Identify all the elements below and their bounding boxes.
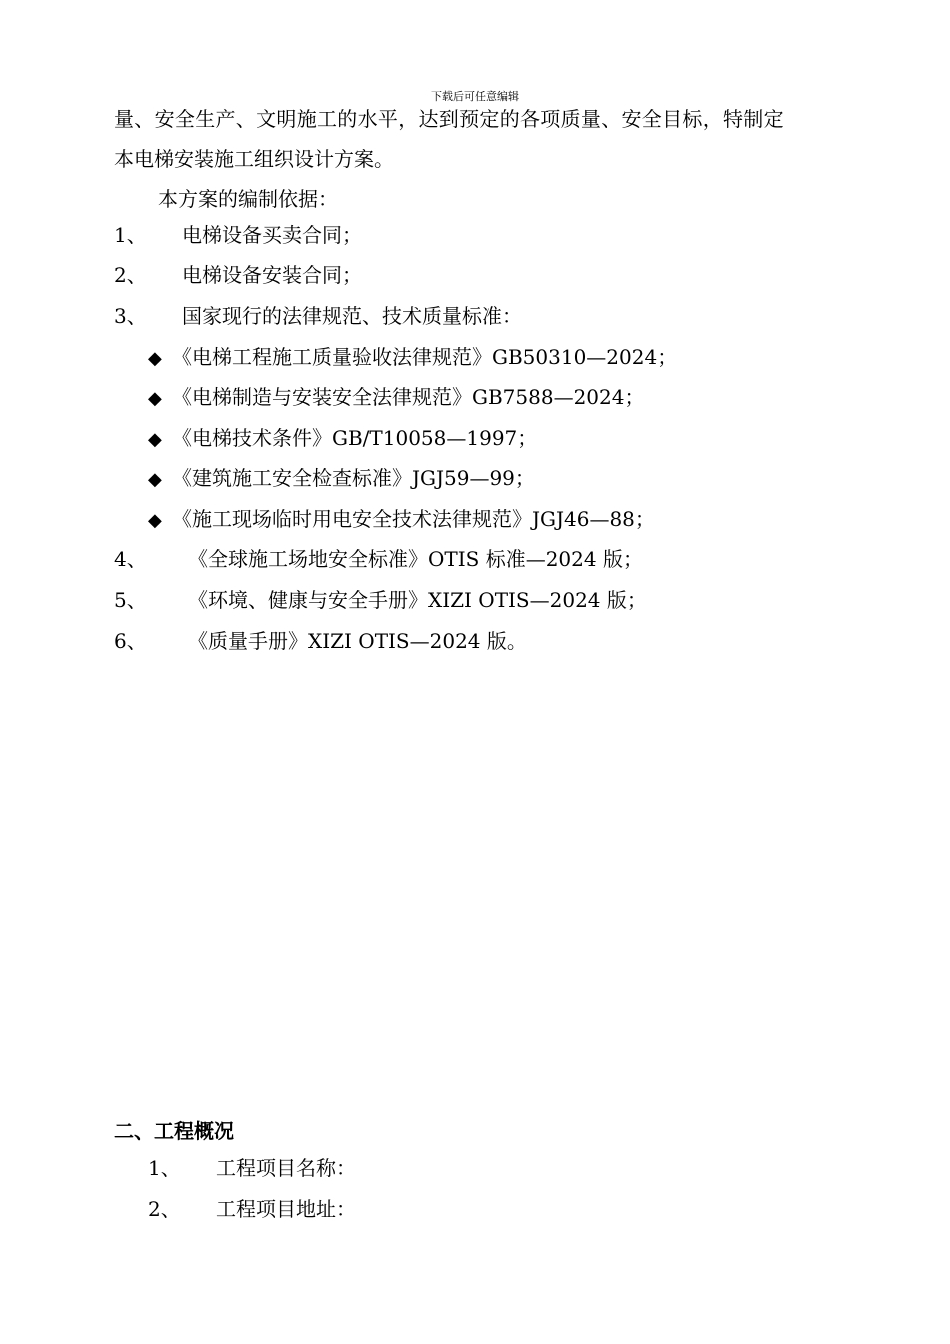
standard-item [148, 425, 537, 453]
basis-item-number: 6、 [114, 629, 147, 653]
overview-item-text: 工程项目地址： [216, 1197, 356, 1221]
overview-item-number: 1、 [148, 1156, 181, 1180]
basis-item [114, 587, 647, 613]
overview-item [148, 1155, 356, 1181]
basis-item [114, 262, 362, 288]
basis-item-text: 《全球施工场地安全标准》OTIS 标准—2024 版； [188, 547, 643, 571]
overview-item [148, 1196, 356, 1222]
standard-text: 《电梯制造与安装安全法律规范》GB7588—2024； [172, 385, 645, 409]
basis-item-text: 电梯设备买卖合同； [182, 223, 362, 247]
intro-line-2: 本电梯安装施工组织设计方案。 [114, 147, 394, 171]
diamond-bullet-icon: ◆ [148, 388, 162, 409]
overview-item-text: 工程项目名称： [216, 1156, 356, 1180]
basis-item-text: 《环境、健康与安全手册》XIZI OTIS—2024 版； [188, 588, 647, 612]
standard-item [148, 506, 655, 534]
basis-item-number: 5、 [114, 588, 147, 612]
basis-item [114, 222, 362, 248]
diamond-bullet-icon: ◆ [148, 429, 162, 450]
basis-item-text: 电梯设备安装合同； [182, 263, 362, 287]
standard-item [148, 344, 677, 372]
standard-text: 《建筑施工安全检查标准》JGJ59—99； [172, 466, 535, 490]
standard-text: 《施工现场临时用电安全技术法律规范》JGJ46—88； [172, 507, 655, 531]
diamond-bullet-icon: ◆ [148, 469, 162, 490]
section-title: 二、工程概况 [114, 1119, 234, 1143]
basis-item [114, 546, 643, 572]
header-note: 下载后可任意编辑 [431, 90, 519, 103]
standard-text: 《电梯技术条件》GB/T10058—1997； [172, 426, 538, 450]
diamond-bullet-icon: ◆ [148, 348, 162, 369]
basis-item-text: 国家现行的法律规范、技术质量标准： [182, 304, 522, 328]
overview-item-number: 2、 [148, 1197, 181, 1221]
basis-item [114, 303, 522, 329]
intro-line-1: 量、安全生产、文明施工的水平，达到预定的各项质量、安全目标，特制定 [114, 107, 784, 131]
basis-heading: 本方案的编制依据： [158, 187, 338, 211]
basis-item-number: 3、 [114, 304, 147, 328]
basis-item-number: 4、 [114, 547, 147, 571]
standard-item [148, 384, 644, 412]
diamond-bullet-icon: ◆ [148, 510, 162, 531]
standard-item [148, 465, 535, 493]
standard-text: 《电梯工程施工质量验收法律规范》GB50310—2024； [172, 345, 678, 369]
basis-item-text: 《质量手册》XIZI OTIS—2024 版。 [188, 629, 527, 653]
basis-item-number: 1、 [114, 223, 147, 247]
basis-item [114, 628, 527, 654]
basis-item-number: 2、 [114, 263, 147, 287]
